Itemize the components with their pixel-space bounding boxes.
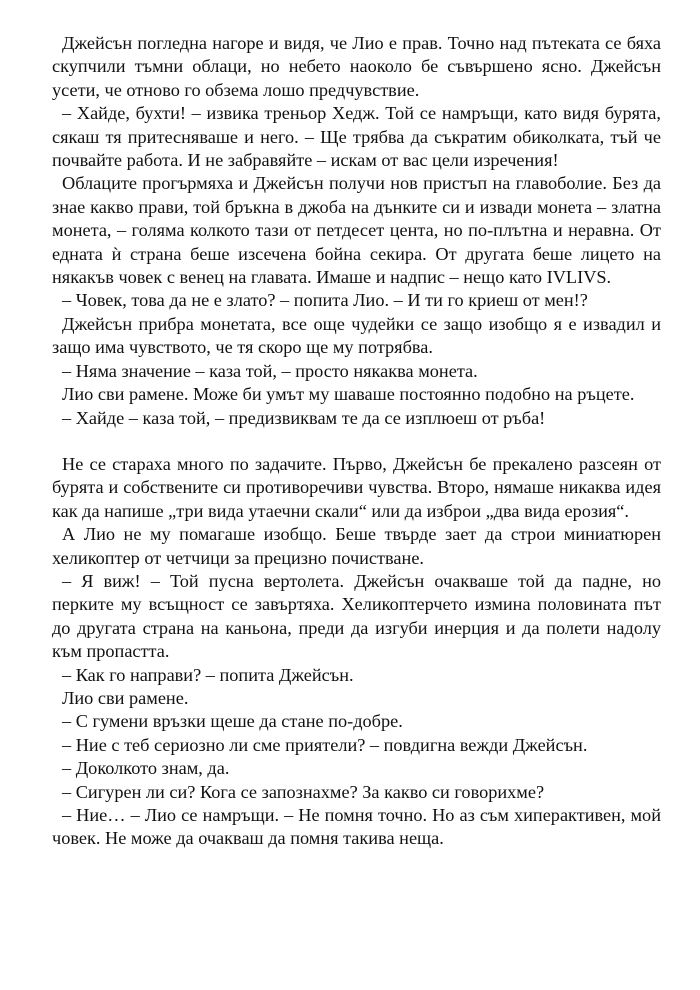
paragraph: Джейсън погледна нагоре и видя, че Лио е прав. Точно над пътеката се бяха скупчили тъмни облаци, но небето наоколо бе съвършено ясно. Джейсън усети, че отново го обзема лошо предчувствие. [52, 33, 661, 100]
paragraph: А Лио не му помагаше изобщо. Беше твърде зает да строи миниатюрен хеликоптер от четчици за прецизно почистване. [52, 524, 661, 568]
paragraph: – Хайде, бухти! – извика треньор Хедж. Той се намръщи, като видя бурята, сякаш тя притесняваше и него. – Ще трябва да съкратим обиколката, тъй че почвайте работа. И не забравяйте – искам от вас цели изречения! [52, 103, 661, 171]
paragraph: – Ние с теб сериозно ли сме приятели? – повдигна вежди Джейсън. [62, 734, 588, 755]
paragraph: – Доколкото знам, да. [62, 758, 230, 779]
paragraph: Не се стараха много по задачите. Първо, Джейсън бе прекалено разсеян от бурята и собствените си противоречиви чувства. Второ, нямаше никаква идея как да напише „три вида утаечни скали“ или да изброи „два вида ерозия“. [52, 453, 661, 521]
section-1 [52, 32, 661, 430]
paragraph: – Няма значение – каза той, – просто някаква монета. [62, 360, 478, 381]
paragraph: Лио сви рамене. [62, 687, 189, 708]
paragraph: Облаците прогърмяха и Джейсън получи нов пристъп на главоболие. Без да знае какво прави, той бръкна в джоба на дънките си и извади монета – златна монета, – голяма колкото тази от петдесет цента, но по-плътна и неравна. От едната ѝ страна беше изсечена бойна секира. От другата беше лицето на някакъв човек с венец на главата. Имаше и надпис – нещо като IVLIVS. [52, 173, 661, 288]
document-page [52, 32, 661, 851]
paragraph: – Хайде – каза той, – предизвиквам те да се изплюеш от ръба! [62, 407, 546, 428]
paragraph: Джейсън прибра монетата, все още чудейки се защо изобщо я е извадил и защо има чувството, че тя скоро ще му потрябва. [52, 313, 661, 358]
paragraph: – Сигурен ли си? Кога се запознахме? За какво си говорихме? [62, 781, 545, 802]
paragraph: – Ние… – Лио се намръщи. – Не помня точно. Но аз съм хиперактивен, мой човек. Не може да очакваш да помня такива неща. [52, 805, 661, 849]
paragraph: – Как го направи? – попита Джейсън. [62, 664, 354, 685]
paragraph: – С гумени връзки щеше да стане по-добре. [62, 711, 403, 732]
paragraph: – Я виж! – Той пусна вертолета. Джейсън очакваше той да падне, но перките му всъщност се завъртяха. Хеликоптерчето измина половината път до другата страна на каньона, преди да изгуби инерция и да полети надолу към пропастта. [52, 570, 661, 662]
section-2 [52, 453, 661, 851]
paragraph: Лио сви рамене. Може би умът му шаваше постоянно подобно на ръцете. [62, 384, 635, 405]
section-break [52, 430, 661, 453]
paragraph: – Човек, това да не е злато? – попита Лио. – И ти го криеш от мен!? [62, 290, 588, 311]
